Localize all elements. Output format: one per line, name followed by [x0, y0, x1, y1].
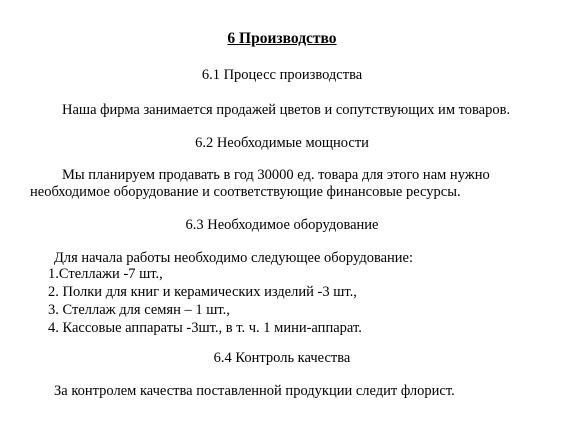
section-intro-6-3: Для начала работы необходимо следующее оборудование:: [54, 250, 414, 266]
section-heading-6-4: 6.4 Контроль качества: [213, 350, 351, 366]
list-item: 3. Стеллаж для семян – 1 шт.,: [48, 302, 230, 318]
list-item: 1.Стеллажи -7 шт.,: [48, 266, 163, 282]
list-item: 4. Кассовые аппараты -3шт., в т. ч. 1 мини-аппарат.: [48, 320, 362, 336]
section-heading-6-3: 6.3 Необходимое оборудование: [185, 217, 379, 233]
section-paragraph-6-4: За контролем качества поставленной продукции следит флорист.: [54, 383, 455, 399]
chapter-title: 6 Производство: [227, 30, 337, 47]
list-item: 2. Полки для книг и керамических изделий -3 шт.,: [48, 284, 357, 300]
section-paragraph-6-2-line-2: необходимое оборудование и соответствующие финансовые ресурсы.: [30, 184, 461, 200]
section-heading-6-1: 6.1 Процесс производства: [201, 67, 363, 83]
equipment-list: [48, 265, 362, 337]
section-paragraph-6-2-line-1: Мы планируем продавать в год 30000 ед. товара для этого нам нужно: [62, 167, 490, 183]
section-paragraph-6-1: Наша фирма занимается продажей цветов и сопутствующих им товаров.: [62, 102, 511, 118]
section-heading-6-2: 6.2 Необходимые мощности: [195, 135, 369, 151]
